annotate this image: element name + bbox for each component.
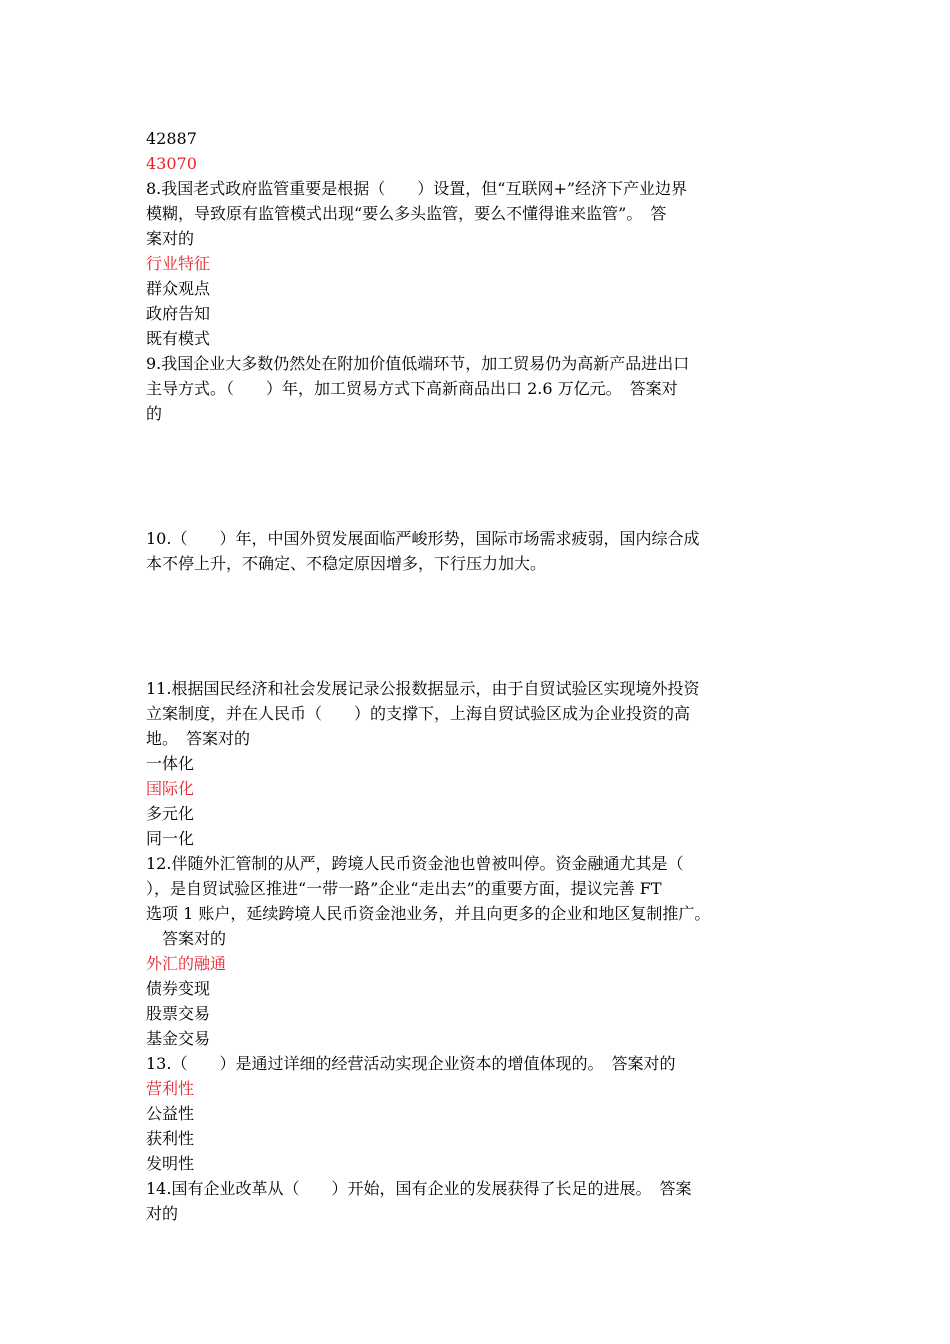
question-12-text: ），是自贸试验区推进“一带一路”企业“走出去”的重要方面，提议完善 FT — [146, 879, 662, 898]
question-13-text: 13.（ ）是通过详细的经营活动实现企业资本的增值体现的。 答案对的 — [146, 1054, 676, 1073]
question-9-text: 9.我国企业大多数仍然处在附加价值低端环节，加工贸易仍为高新产品进出口 — [146, 354, 690, 373]
question-8-text: 案对的 — [146, 229, 195, 248]
question-8-answer: 行业特征 — [146, 254, 211, 273]
question-11-option: 同一化 — [146, 829, 195, 848]
question-12-option: 基金交易 — [146, 1029, 211, 1048]
number-line-highlighted: 43070 — [146, 154, 197, 173]
question-13-answer: 营利性 — [146, 1079, 195, 1098]
question-12-text: 12.伴随外汇管制的从严，跨境人民币资金池也曾被叫停。资金融通尤其是（ — [146, 854, 684, 873]
question-8-option: 政府告知 — [146, 304, 211, 323]
question-10-text: 本不停上升，不确定、不稳定原因增多，下行压力加大。 — [146, 554, 547, 573]
question-11-option: 多元化 — [146, 804, 195, 823]
question-8-option: 既有模式 — [146, 329, 211, 348]
question-11-text: 地。 答案对的 — [146, 729, 251, 748]
question-9-text: 的 — [146, 404, 163, 423]
question-12-option: 股票交易 — [146, 1004, 211, 1023]
question-11-text: 立案制度，并在人民币（ ）的支撑下，上海自贸试验区成为企业投资的高 — [146, 704, 691, 723]
question-11-option: 一体化 — [146, 754, 195, 773]
question-14-text: 对的 — [146, 1204, 179, 1223]
document-page — [146, 126, 808, 1226]
question-12-answer: 外汇的融通 — [146, 954, 227, 973]
question-8-option: 群众观点 — [146, 279, 211, 298]
blank-space — [146, 576, 808, 676]
question-8-text: 模糊，导致原有监管模式出现“要么多头监管，要么不懂得谁来监管”。 答 — [146, 204, 667, 223]
question-11-text: 11.根据国民经济和社会发展记录公报数据显示，由于自贸试验区实现境外投资 — [146, 679, 700, 698]
question-13-option: 发明性 — [146, 1154, 195, 1173]
question-12-option: 债券变现 — [146, 979, 211, 998]
question-13-option: 公益性 — [146, 1104, 195, 1123]
number-line: 42887 — [146, 129, 197, 148]
question-12-text: 答案对的 — [146, 929, 227, 948]
question-10-text: 10.（ ）年，中国外贸发展面临严峻形势，国际市场需求疲弱，国内综合成 — [146, 529, 700, 548]
question-13-option: 获利性 — [146, 1129, 195, 1148]
question-12-text: 选项 1 账户，延续跨境人民币资金池业务，并且向更多的企业和地区复制推广。 — [146, 904, 711, 923]
question-14-text: 14.国有企业改革从（ ）开始，国有企业的发展获得了长足的进展。 答案 — [146, 1179, 692, 1198]
question-9-text: 主导方式。（ ）年，加工贸易方式下高新商品出口 2.6 万亿元。 答案对 — [146, 379, 678, 398]
question-11-answer: 国际化 — [146, 779, 195, 798]
question-8-text: 8.我国老式政府监管重要是根据（ ）设置，但“互联网+”经济下产业边界 — [146, 179, 688, 198]
blank-space — [146, 426, 808, 526]
